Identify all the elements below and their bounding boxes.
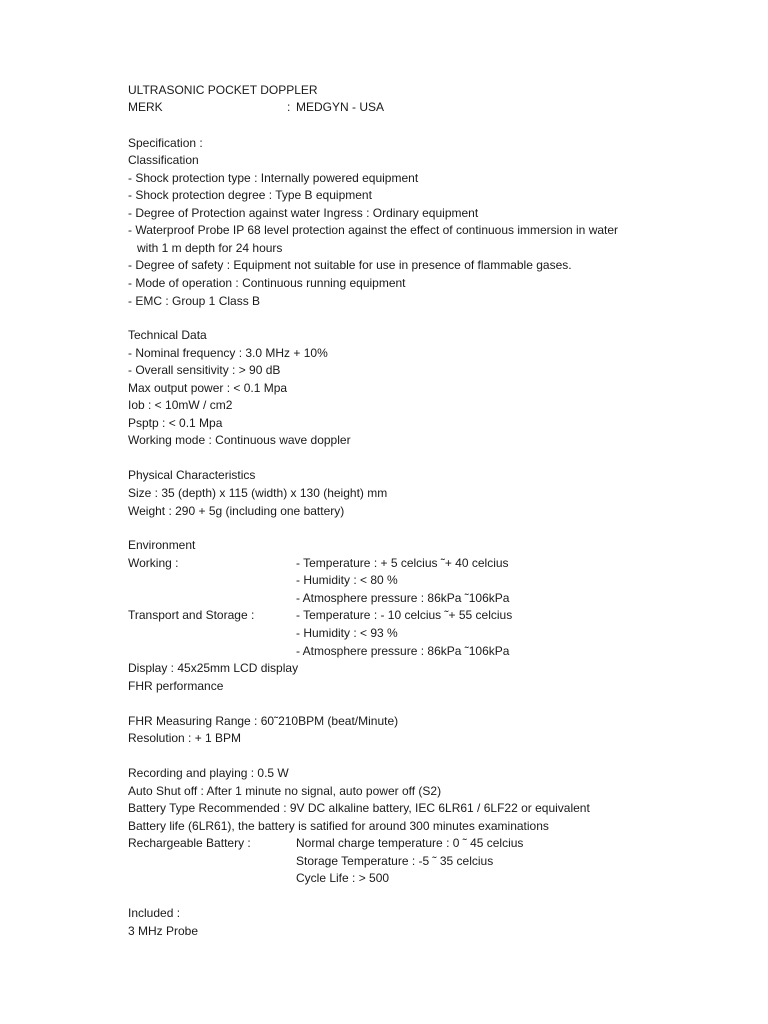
included-heading: Included :: [128, 906, 181, 920]
fhr-performance-heading: FHR performance: [128, 679, 224, 693]
physical-heading: Physical Characteristics: [128, 468, 256, 482]
auto-shut-off-line: Auto Shut off : After 1 minute no signal, auto power off (S2): [128, 784, 442, 798]
spec-line: - Mode of operation : Continuous running equipment: [128, 276, 406, 290]
technical-line: Max output power : < 0.1 Mpa: [128, 381, 288, 395]
merk-separator: :: [287, 100, 291, 114]
spec-line-continuation: with 1 m depth for 24 hours: [137, 241, 283, 255]
physical-line: Weight : 290 + 5g (including one battery): [128, 504, 345, 518]
document-title: ULTRASONIC POCKET DOPPLER: [128, 83, 318, 97]
technical-line: Iob : < 10mW / cm2: [128, 398, 233, 412]
technical-line: - Nominal frequency : 3.0 MHz + 10%: [128, 346, 328, 360]
spec-line: - Degree of safety : Equipment not suitable for use in presence of flammable gases.: [128, 258, 572, 272]
spec-line: - Waterproof Probe IP 68 level protection against the effect of continuous immersion in water: [128, 223, 619, 237]
rechargeable-label: Rechargeable Battery :: [128, 836, 251, 850]
merk-value: MEDGYN - USA: [296, 100, 385, 114]
spec-line: - Shock protection degree : Type B equipment: [128, 188, 372, 202]
fhr-range-line: FHR Measuring Range : 60˜210BPM (beat/Minute): [128, 714, 399, 728]
included-item: 3 MHz Probe: [128, 924, 199, 938]
working-label: Working :: [128, 556, 179, 570]
working-value: - Atmosphere pressure : 86kPa ˜106kPa: [296, 591, 510, 605]
battery-type-line: Battery Type Recommended : 9V DC alkaline battery, IEC 6LR61 / 6LF22 or equivalent: [128, 801, 590, 815]
transport-value: - Humidity : < 93 %: [296, 626, 398, 640]
spec-line: - EMC : Group 1 Class B: [128, 294, 261, 308]
technical-line: Psptp : < 0.1 Mpa: [128, 416, 223, 430]
working-value: - Humidity : < 80 %: [296, 573, 398, 587]
fhr-resolution-line: Resolution : + 1 BPM: [128, 731, 242, 745]
rechargeable-value: Storage Temperature : -5 ˜ 35 celcius: [296, 854, 494, 868]
spec-line: - Shock protection type : Internally powered equipment: [128, 171, 419, 185]
merk-label: MERK: [128, 100, 163, 114]
technical-heading: Technical Data: [128, 328, 207, 342]
technical-line: Working mode : Continuous wave doppler: [128, 433, 351, 447]
environment-heading: Environment: [128, 538, 196, 552]
rechargeable-value: Cycle Life : > 500: [296, 871, 390, 885]
transport-value: - Atmosphere pressure : 86kPa ˜106kPa: [296, 644, 510, 658]
transport-label: Transport and Storage :: [128, 608, 255, 622]
working-value: - Temperature : + 5 celcius ˜+ 40 celcius: [296, 556, 509, 570]
transport-value: - Temperature : - 10 celcius ˜+ 55 celcius: [296, 608, 513, 622]
physical-line: Size : 35 (depth) x 115 (width) x 130 (height) mm: [128, 486, 388, 500]
recording-line: Recording and playing : 0.5 W: [128, 766, 289, 780]
classification-heading: Classification: [128, 153, 199, 167]
battery-life-line: Battery life (6LR61), the battery is satified for around 300 minutes examinations: [128, 819, 549, 833]
rechargeable-value: Normal charge temperature : 0 ˜ 45 celcius: [296, 836, 524, 850]
technical-line: - Overall sensitivity : > 90 dB: [128, 363, 281, 377]
specification-heading: Specification :: [128, 136, 203, 150]
spec-line: - Degree of Protection against water Ingress : Ordinary equipment: [128, 206, 479, 220]
display-line: Display : 45x25mm LCD display: [128, 661, 299, 675]
